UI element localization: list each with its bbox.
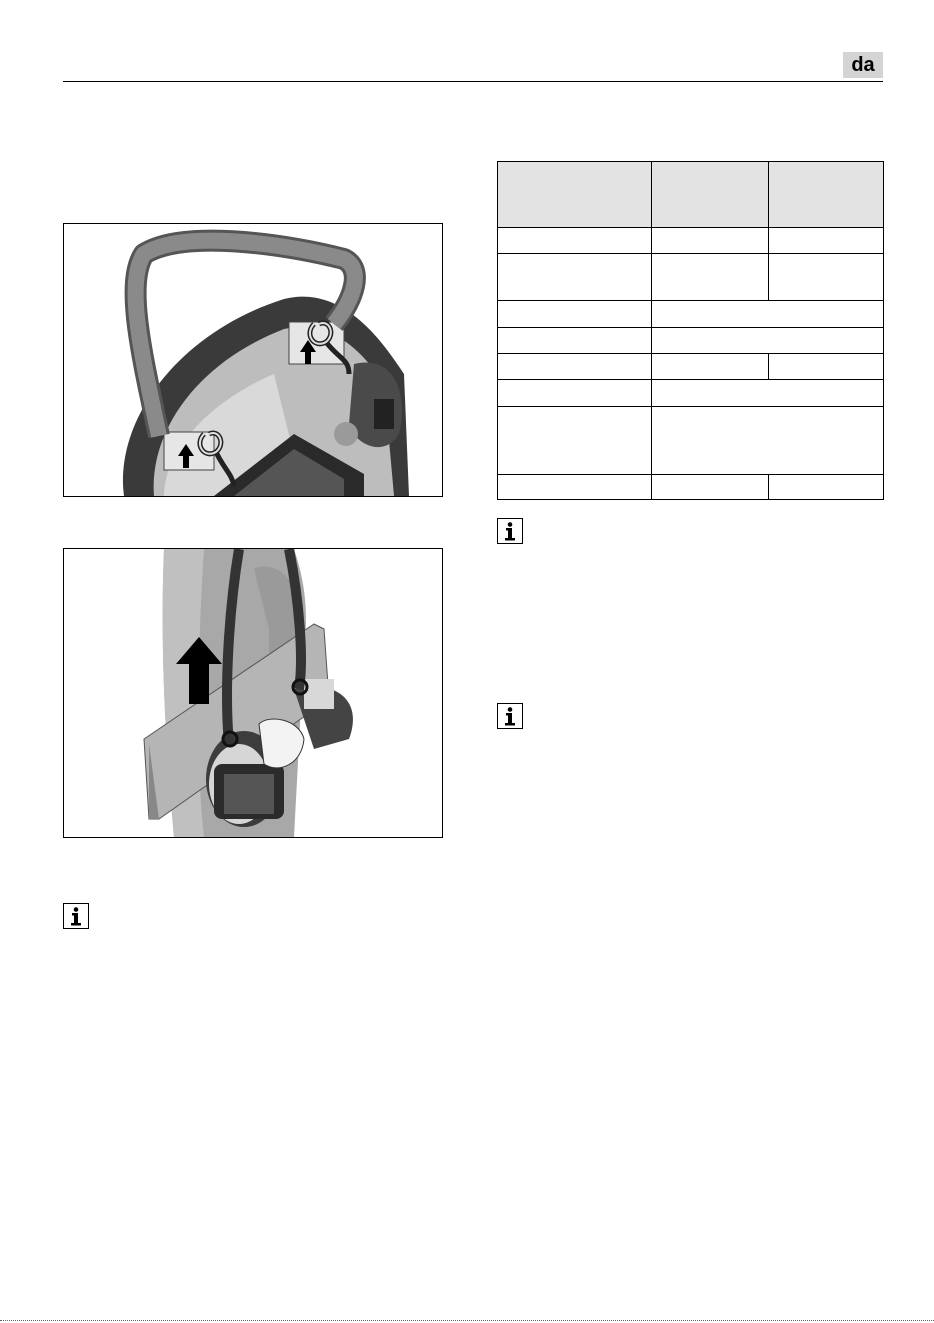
table-cell: [498, 254, 652, 301]
table-cell: [652, 354, 769, 380]
table-cell: [652, 328, 884, 354]
table-cell: [498, 228, 652, 254]
carry-figure: [63, 548, 443, 838]
info-icon: [63, 903, 89, 929]
table-cell: [652, 301, 884, 328]
table-cell: [769, 228, 884, 254]
table-cell: [652, 162, 769, 228]
table-row: [498, 407, 884, 475]
table-row: [498, 380, 884, 407]
page-bottom-rule: [0, 1320, 934, 1321]
table-row: [498, 475, 884, 500]
spec-table: [497, 161, 884, 500]
table-row: [498, 354, 884, 380]
table-header-row: [498, 162, 884, 228]
header-rule: [63, 81, 883, 82]
table-row: [498, 328, 884, 354]
table-cell: [498, 407, 652, 475]
info-icon: [497, 703, 523, 729]
table-cell: [652, 475, 769, 500]
table-cell: [769, 254, 884, 301]
table-cell: [652, 407, 884, 475]
table-cell: [498, 162, 652, 228]
table-cell: [498, 354, 652, 380]
table-cell: [498, 475, 652, 500]
table-row: [498, 301, 884, 328]
info-icon: [497, 518, 523, 544]
strap-attach-figure: [63, 223, 443, 497]
table-cell: [498, 301, 652, 328]
table-row: [498, 254, 884, 301]
table-cell: [652, 228, 769, 254]
table-cell: [498, 380, 652, 407]
table-row: [498, 228, 884, 254]
language-badge: da: [843, 52, 883, 78]
table-cell: [652, 380, 884, 407]
table-cell: [769, 475, 884, 500]
table-cell: [652, 254, 769, 301]
table-cell: [769, 354, 884, 380]
table-cell: [498, 328, 652, 354]
table-cell: [769, 162, 884, 228]
